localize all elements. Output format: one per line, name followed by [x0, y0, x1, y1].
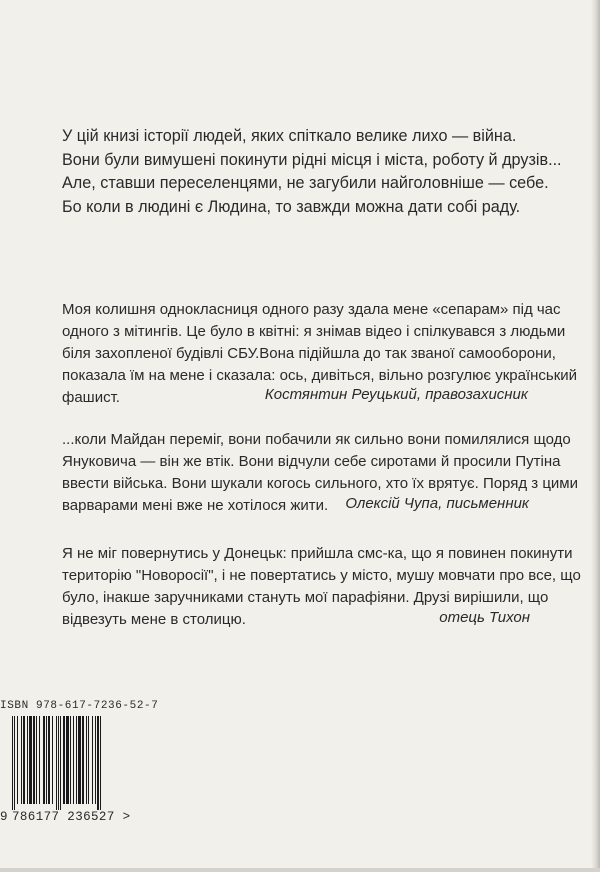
quote-line: було, інакше заручниками стануть мої парафіяни. Друзі вирішили, що	[62, 589, 549, 606]
barcode-digits: 786177 236527	[12, 810, 115, 824]
quote-line: Я не міг повернутись у Донецьк: прийшла смс-ка, що я повинен покинути	[62, 545, 573, 562]
barcode-bar	[58, 716, 59, 810]
barcode-bar	[23, 716, 25, 804]
barcode-bar	[43, 716, 45, 804]
barcode-bar	[100, 716, 101, 810]
barcode-bar	[27, 716, 28, 804]
barcode-bar	[76, 716, 77, 804]
barcode-bar	[66, 716, 69, 804]
intro-line: У цій книзі історії людей, яких спіткало велике лихо — війна.	[62, 127, 517, 145]
quote-line: біля захопленої будівлі СБУ.Вона підійшла до так званої самооборони,	[62, 345, 556, 362]
intro-paragraph	[62, 125, 562, 219]
quote-author-tykhon: отець Тихон	[439, 609, 530, 626]
quote-line: ...коли Майдан переміг, вони побачили як сильно вони помилялися щодо	[62, 431, 571, 448]
quote-line: Януковича — він же втік. Вони відчули себе сиротами й просили Путіна	[62, 453, 561, 470]
barcode-bar	[92, 716, 93, 804]
quote-author-reutsky: Костянтин Реуцький, правозахисник	[264, 386, 528, 403]
barcode-bar	[73, 716, 74, 804]
barcode-bar	[78, 716, 81, 804]
quote-line: відвезуть мене в столицю.	[62, 611, 246, 628]
barcode-bar	[95, 716, 96, 804]
intro-line: Бо коли в людині є Людина, то завжди можна дати собі раду.	[62, 197, 521, 216]
barcode-lead-digit: 9	[0, 810, 8, 824]
barcode-bar	[52, 716, 53, 804]
intro-line: Але, ставши переселенцями, не загубили найголовніше — себе.	[62, 174, 549, 192]
barcode-bar	[17, 716, 18, 804]
page-edge-bottom	[0, 868, 600, 872]
barcode-bar	[29, 716, 32, 804]
barcode-bar	[33, 716, 35, 804]
barcode-bar	[63, 716, 65, 804]
page-edge-right	[591, 0, 600, 872]
barcode-digits-row	[0, 810, 131, 824]
quote-author-chupa: Олексій Чупа, письменник	[345, 495, 529, 512]
quote-line: показала їм на мене і сказала: ось, дивіться, вільно розгулює український	[62, 367, 578, 384]
quote-line: варварами мені вже не хотілося жити.	[62, 497, 329, 514]
barcode-bar	[86, 716, 87, 804]
barcode-bar	[60, 716, 61, 810]
barcode-tail-mark: >	[122, 810, 131, 824]
quote-line: одного з мітингів. Це було в квітні: я знімав відео і спілкувався з людьми	[62, 323, 566, 340]
barcode-bar	[97, 716, 99, 810]
barcode-bar	[82, 716, 84, 804]
quote-line: ввести війська. Вони шукали когось сильного, хто їх врятує. Поряд з цими	[62, 475, 578, 492]
barcode-bar	[14, 716, 15, 810]
barcode-bar	[39, 716, 40, 804]
barcode-bar	[36, 716, 37, 804]
barcode-bar	[70, 716, 71, 804]
barcode-bar	[48, 716, 50, 804]
barcode-bar	[56, 716, 57, 810]
intro-line: Вони були вимушені покинути рідні місця і міста, роботу й друзів...	[62, 150, 562, 169]
barcode-bar	[21, 716, 22, 804]
isbn-label: ISBN 978-617-7236-52-7	[0, 700, 159, 712]
barcode-bar	[46, 716, 47, 804]
barcode-bar	[12, 716, 13, 810]
barcode-bar	[88, 716, 89, 804]
barcode-image	[12, 716, 120, 810]
quote-line: територію "Новоросії", і не повертатись у місто, мушу мовчати про все, що	[62, 567, 581, 584]
quote-line: фашист.	[62, 389, 120, 406]
quote-line: Моя колишня однокласниця одного разу здала мене «сепарам» під час	[62, 301, 561, 318]
